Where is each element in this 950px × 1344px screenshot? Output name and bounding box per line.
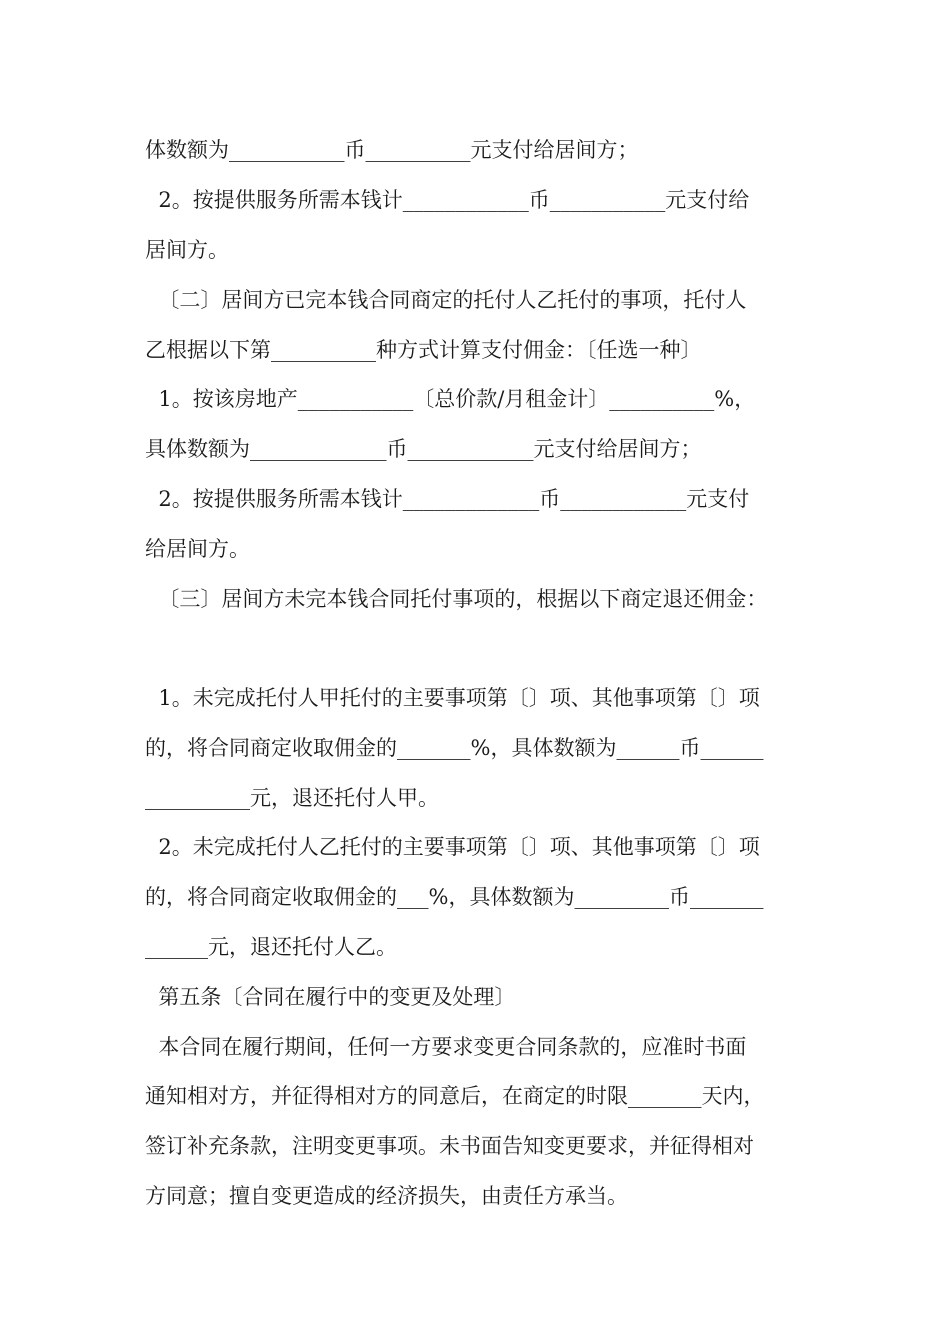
text-line: 的，将合同商定收取佣金的_______%，具体数额为______币______ [145, 736, 764, 760]
section-heading: 第五条〔合同在履行中的变更及处理〕 [145, 985, 516, 1009]
text-line: 的，将合同商定收取佣金的___%，具体数额为_________币_______ [145, 885, 764, 909]
text-line: 方同意；擅自变更造成的经济损失，由责任方承当。 [145, 1184, 628, 1208]
text-line: 体数额为___________币__________元支付给居间方； [145, 138, 639, 162]
text-line: ______元，退还托付人乙。 [145, 935, 397, 959]
text-line: 签订补充条款，注明变更事项。未书面告知变更要求，并征得相对 [145, 1134, 754, 1158]
text-line: 1。按该房地产___________〔总价款/月租金计〕__________%， [145, 387, 756, 411]
text-line: 〔三〕居间方未完本钱合同托付事项的，根据以下商定退还佣金： [145, 587, 768, 611]
text-line: 给居间方。 [145, 537, 250, 561]
text-line: 1。未完成托付人甲托付的主要事项第〔〕项、其他事项第〔〕项 [145, 686, 760, 710]
text-line: 乙根据以下第__________种方式计算支付佣金：〔任选一种〕 [145, 338, 702, 362]
text-line: __________元，退还托付人甲。 [145, 786, 439, 810]
text-line: 2。未完成托付人乙托付的主要事项第〔〕项、其他事项第〔〕项 [145, 835, 760, 859]
text-line: 〔二〕居间方已完本钱合同商定的托付人乙托付的事项，托付人 [145, 288, 747, 312]
text-line: 2。按提供服务所需本钱计____________币___________元支付给 [145, 188, 750, 212]
text-line: 2。按提供服务所需本钱计_____________币____________元支付 [145, 487, 750, 511]
text-line: 居间方。 [145, 238, 229, 262]
text-line: 具体数额为_____________币____________元支付给居间方； [145, 437, 702, 461]
text-line: 本合同在履行期间，任何一方要求变更合同条款的，应准时书面 [145, 1035, 747, 1059]
text-line: 通知相对方，并征得相对方的同意后，在商定的时限_______天内， [145, 1084, 765, 1108]
